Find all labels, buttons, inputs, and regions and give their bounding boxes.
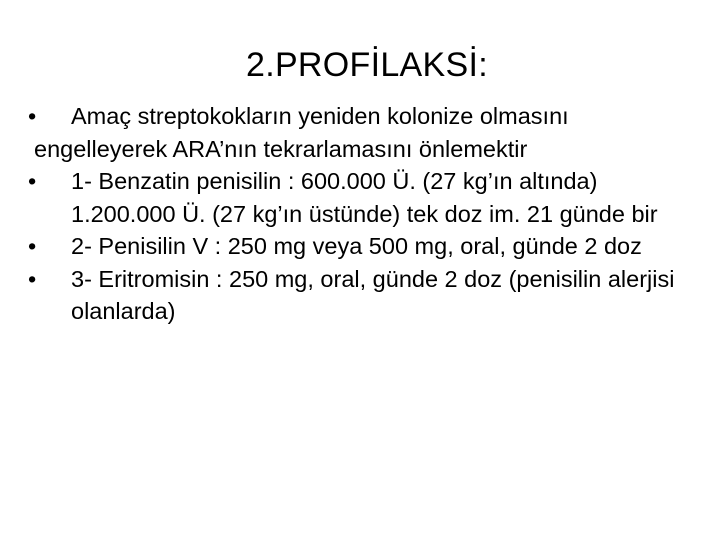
slide-content bbox=[28, 100, 708, 328]
slide-title: 2.PROFİLAKSİ: bbox=[246, 46, 488, 84]
bullet-dot-icon: • bbox=[28, 103, 37, 129]
bullet-text: 1- Benzatin penisilin : 600.000 Ü. (27 kg’ın altında) 1.200.000 Ü. (27 kg’ın üstünde) tek doz im. 21 günde bir bbox=[71, 168, 658, 227]
bullet-text: 2- Penisilin V : 250 mg veya 500 mg, oral, günde 2 doz bbox=[71, 233, 642, 259]
bullet-text: Amaç streptokokların yeniden kolonize olmasını bbox=[71, 103, 569, 129]
bullet-item-benzatin bbox=[28, 165, 708, 230]
bullet-item-penisilin-v bbox=[28, 230, 708, 263]
bullet-dot-icon: • bbox=[28, 233, 37, 259]
continuation-text: engelleyerek ARA’nın tekrarlamasını önlemektir bbox=[34, 135, 528, 162]
bullet-item-goal bbox=[28, 100, 708, 133]
bullet-item-eritromisin bbox=[28, 263, 708, 328]
bullet-text: 3- Eritromisin : 250 mg, oral, günde 2 doz (penisilin alerjisi olanlarda) bbox=[71, 265, 675, 324]
bullet-dot-icon: • bbox=[28, 265, 37, 292]
continuation-line bbox=[28, 133, 708, 166]
bullet-dot-icon: • bbox=[28, 168, 37, 194]
